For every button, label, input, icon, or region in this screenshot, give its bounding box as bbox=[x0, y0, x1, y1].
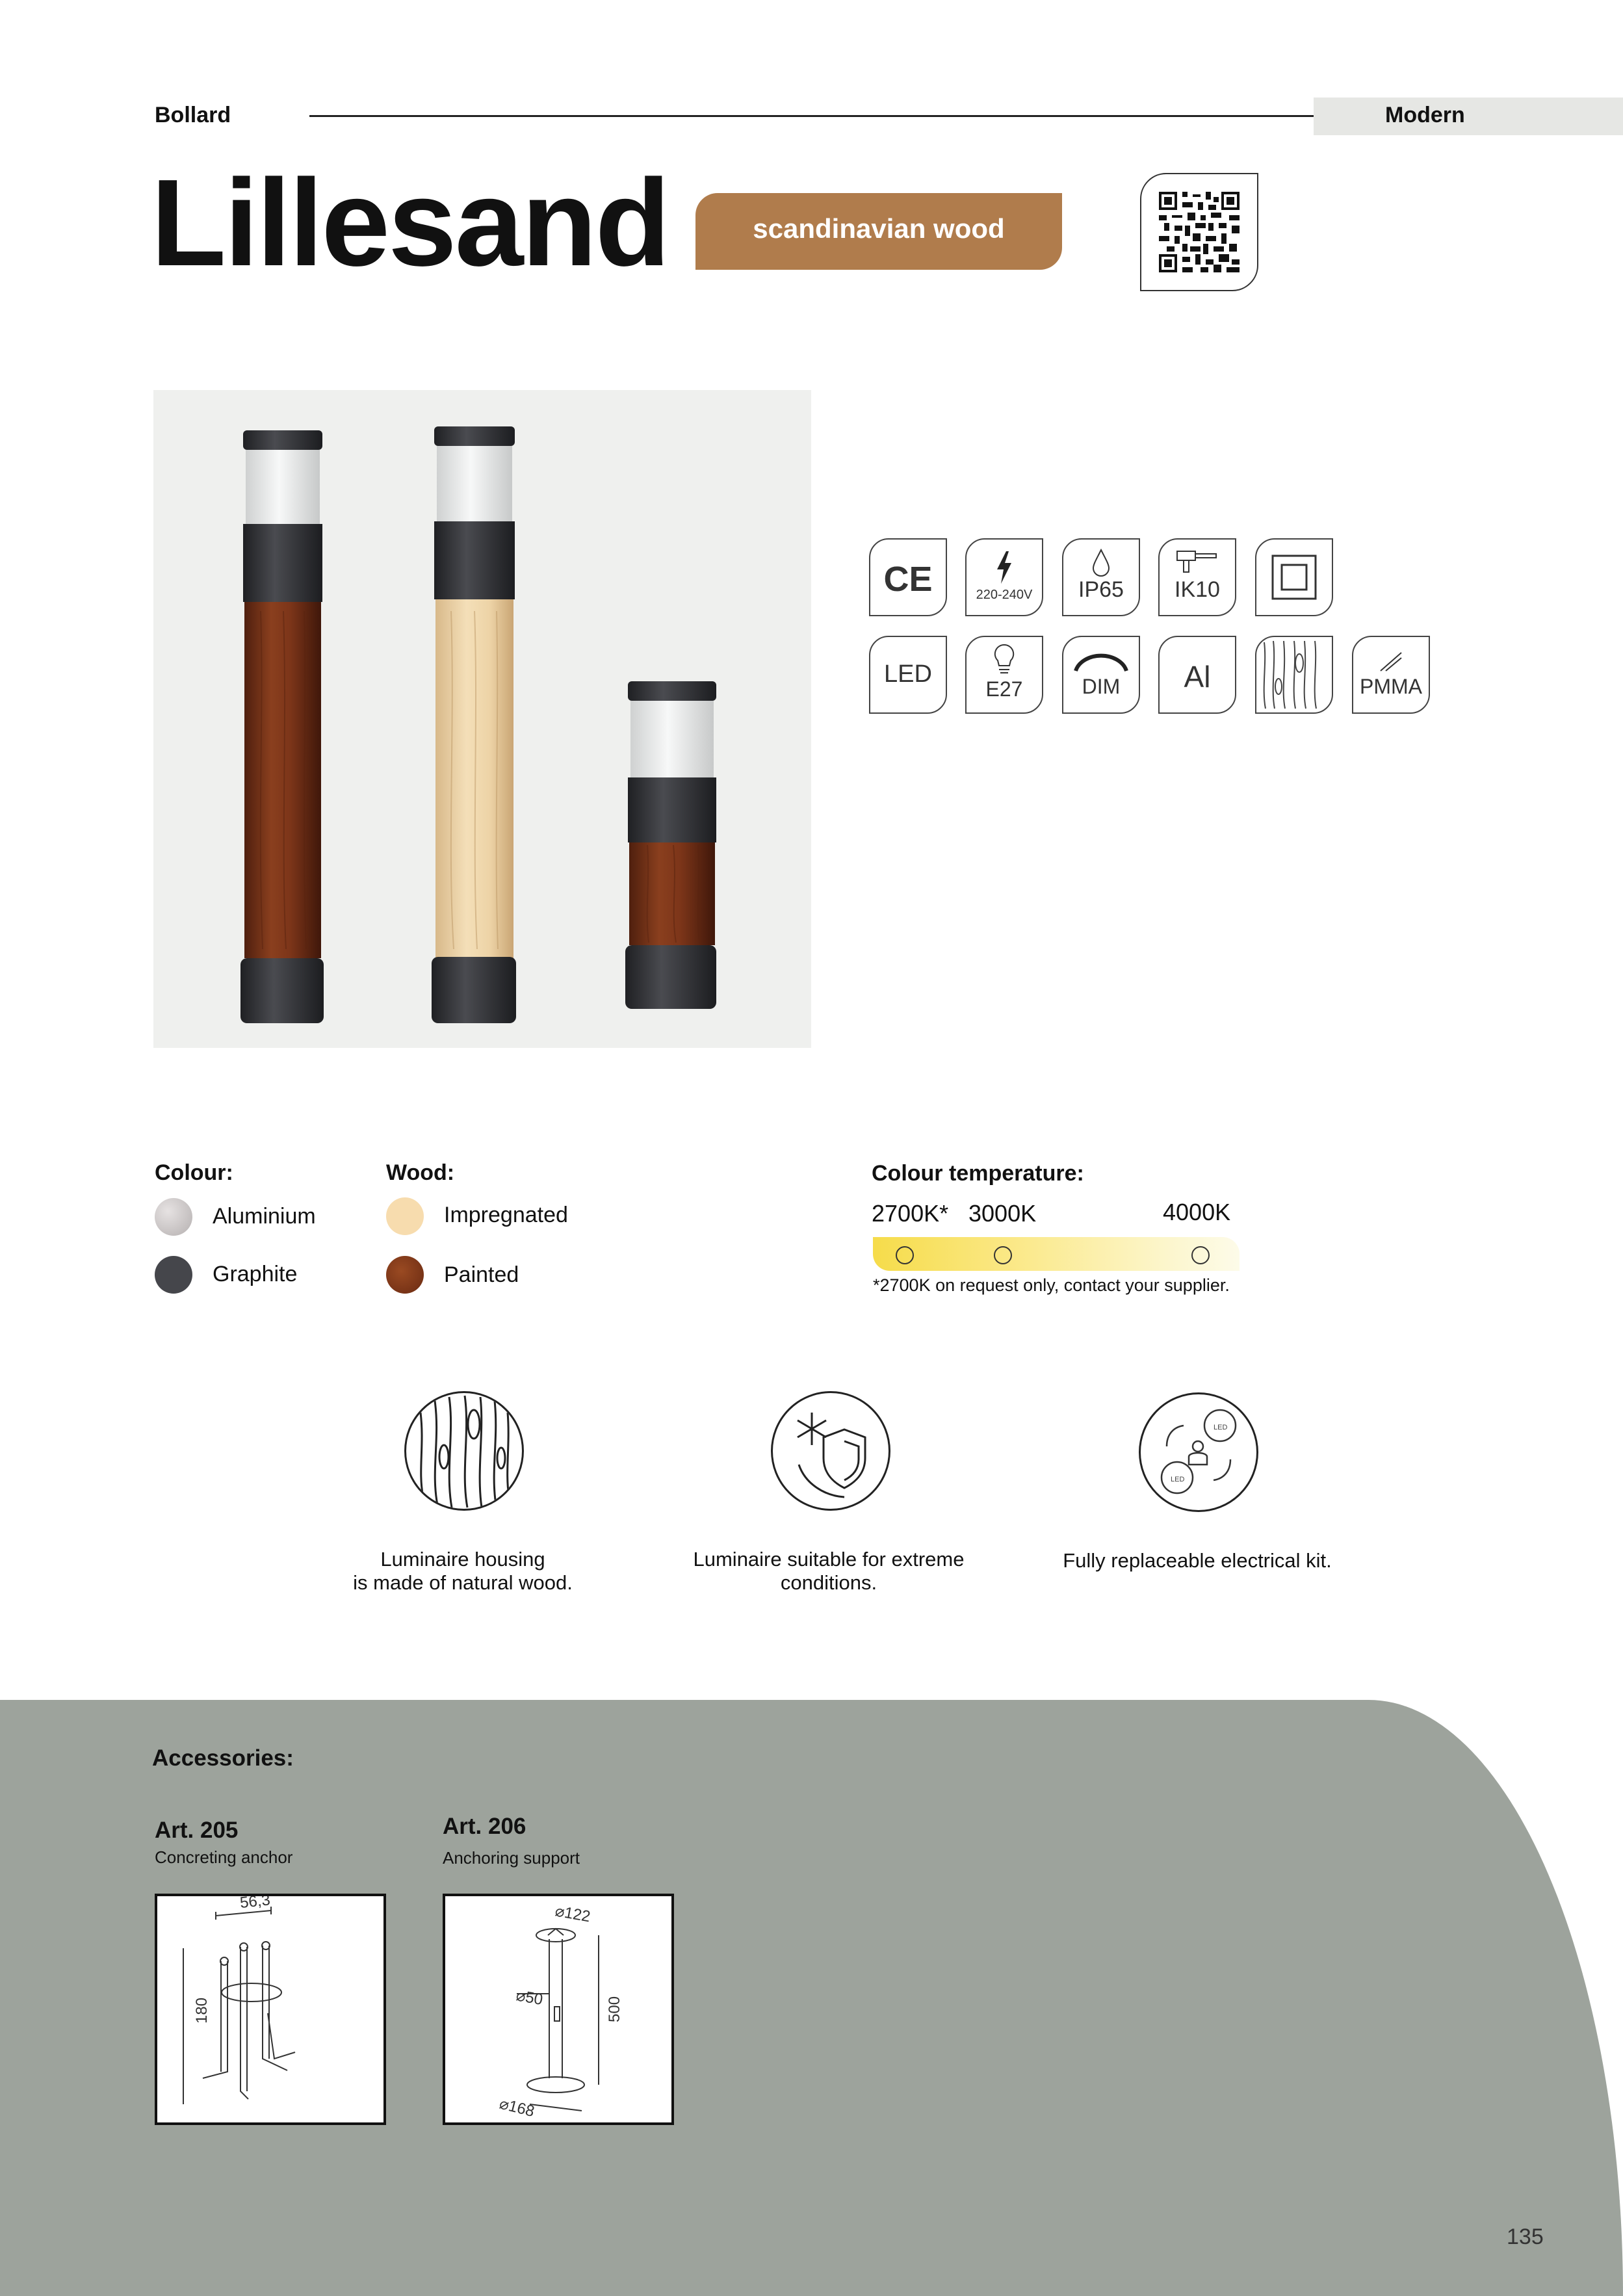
aluminium-icon: Al bbox=[1158, 636, 1236, 714]
dim-width-205: 56,3 bbox=[239, 1896, 272, 1912]
dim-top-206: ⌀122 bbox=[553, 1902, 592, 1926]
ct-value-4000: 4000K bbox=[1163, 1199, 1231, 1225]
anchoring-support-drawing bbox=[445, 1896, 671, 2122]
wood-option-label: Impregnated bbox=[444, 1203, 568, 1227]
svg-text:LED: LED bbox=[1214, 1424, 1228, 1431]
ip-rating-icon: IP65 bbox=[1062, 538, 1140, 616]
wood-option-label: Painted bbox=[444, 1262, 519, 1287]
accessory-desc: Anchoring support bbox=[443, 1848, 580, 1868]
colour-temperature-title: Colour temperature: bbox=[872, 1161, 1084, 1186]
ce-mark-icon: CE bbox=[869, 538, 947, 616]
feature-text-kit: Fully replaceable electrical kit. bbox=[1063, 1549, 1332, 1572]
colour-temperature-note: *2700K on request only, contact your supplier. bbox=[873, 1275, 1230, 1295]
accessory-code: Art. 206 bbox=[443, 1814, 526, 1839]
voltage-icon: 220-240V bbox=[965, 538, 1043, 616]
swatch-aluminium[interactable] bbox=[155, 1198, 192, 1236]
collection-badge: scandinavian wood bbox=[695, 193, 1062, 270]
feature-text-wood: Luminaire housing is made of natural wood. bbox=[353, 1548, 573, 1594]
svg-text:LED: LED bbox=[1171, 1476, 1185, 1483]
style-tab-label: Modern bbox=[1385, 103, 1465, 127]
accessory-code: Art. 205 bbox=[155, 1818, 239, 1843]
accessory-drawing-206[interactable] bbox=[443, 1894, 674, 2125]
colour-title: Colour: bbox=[155, 1160, 233, 1185]
dim-tube-206: ⌀50 bbox=[514, 1987, 545, 2009]
product-title: Lillesand bbox=[151, 154, 669, 292]
style-tab bbox=[1314, 98, 1623, 135]
bollards-illustration bbox=[153, 390, 811, 1048]
colour-option-label: Aluminium bbox=[213, 1204, 316, 1229]
impact-rating-icon: IK10 bbox=[1158, 538, 1236, 616]
swatch-graphite[interactable] bbox=[155, 1256, 192, 1294]
accessory-drawing-205[interactable] bbox=[155, 1894, 386, 2125]
dim-height-206: 500 bbox=[606, 1996, 623, 2022]
replaceable-kit-icon bbox=[1139, 1392, 1258, 1512]
natural-wood-icon bbox=[404, 1391, 524, 1511]
concreting-anchor-drawing bbox=[157, 1896, 383, 2122]
accessories-title: Accessories: bbox=[152, 1745, 294, 1771]
extreme-conditions-icon bbox=[771, 1391, 890, 1511]
qr-code-icon bbox=[1159, 192, 1240, 272]
swatch-painted[interactable] bbox=[386, 1256, 424, 1294]
wood-texture-icon bbox=[1255, 636, 1333, 714]
ct-option-2700[interactable] bbox=[896, 1246, 914, 1264]
led-icon: LED bbox=[869, 636, 947, 714]
bulb-icon: E27 bbox=[965, 636, 1043, 714]
wood-title: Wood: bbox=[386, 1160, 455, 1185]
category-label: Bollard bbox=[155, 103, 231, 127]
ct-option-3000[interactable] bbox=[994, 1246, 1012, 1264]
swatch-impregnated[interactable] bbox=[386, 1197, 424, 1235]
dim-height-205: 180 bbox=[193, 1997, 211, 2024]
dimmable-icon: DIM bbox=[1062, 636, 1140, 714]
class-ii-icon bbox=[1255, 538, 1333, 616]
header-rule bbox=[309, 115, 1314, 117]
pmma-icon: PMMA bbox=[1352, 636, 1430, 714]
qr-code[interactable] bbox=[1140, 173, 1258, 291]
product-photo bbox=[153, 390, 811, 1048]
accessory-desc: Concreting anchor bbox=[155, 1847, 293, 1867]
ct-option-4000[interactable] bbox=[1191, 1246, 1210, 1264]
colour-temperature-scale bbox=[873, 1237, 1240, 1271]
feature-text-extreme: Luminaire suitable for extreme conditions. bbox=[693, 1548, 965, 1594]
ct-value-3000: 3000K bbox=[968, 1200, 1037, 1227]
ct-value-2700: 2700K* bbox=[872, 1200, 949, 1227]
colour-option-label: Graphite bbox=[213, 1262, 298, 1286]
page-number: 135 bbox=[1507, 2224, 1544, 2249]
dim-base-206: ⌀168 bbox=[497, 2094, 536, 2121]
